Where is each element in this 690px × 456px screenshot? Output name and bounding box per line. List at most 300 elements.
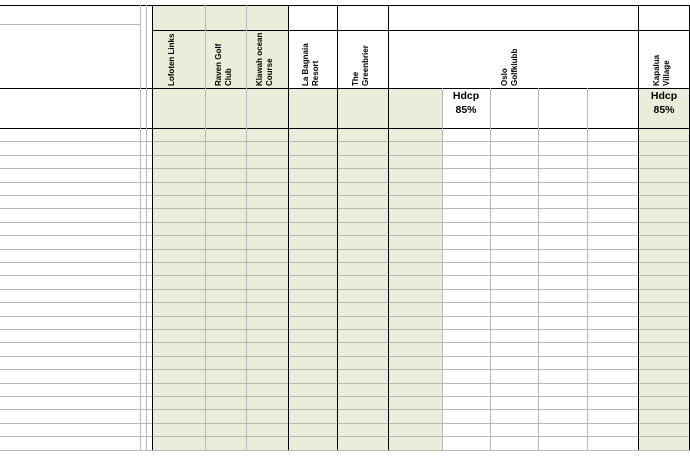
score-cell: [246, 436, 288, 449]
player-name: [0, 182, 140, 195]
hdcp-cell: [442, 275, 490, 288]
score-cell: [246, 155, 288, 168]
pts-cell: [587, 356, 638, 369]
net-cell: [490, 262, 538, 275]
column-line: [442, 88, 443, 450]
next-hdcp-cell: [638, 195, 690, 208]
net-cell: [490, 141, 538, 154]
net-cell: [490, 128, 538, 141]
score-cell: [205, 369, 246, 382]
score-cell: [288, 249, 337, 262]
score-cell: [337, 208, 388, 221]
hdcp-label: Hdcp: [650, 90, 678, 102]
rank-cell: [538, 155, 587, 168]
next-hdcp-cell: [638, 409, 690, 422]
score-cell: [288, 182, 337, 195]
pts-cell: [587, 316, 638, 329]
score-cell: [205, 356, 246, 369]
score-cell: [288, 409, 337, 422]
rank-cell: [538, 302, 587, 315]
score-cell: [246, 396, 288, 409]
hdcp-label: Hdcp: [452, 90, 480, 102]
column-line: [246, 5, 247, 450]
rank-cell: [538, 168, 587, 181]
next-hdcp-cell: [638, 329, 690, 342]
pts-cell: [587, 249, 638, 262]
net-cell: [490, 316, 538, 329]
column-line: [288, 5, 289, 450]
event-course-name: The Greenbrier: [350, 45, 370, 86]
score-cell: [337, 342, 388, 355]
next-hdcp-cell: [638, 128, 690, 141]
hdcp-cell: [442, 436, 490, 449]
score-cell: [205, 249, 246, 262]
hdcp-cell: [442, 262, 490, 275]
score-cell: [205, 262, 246, 275]
hdcp-cell: [442, 369, 490, 382]
event-date: [152, 12, 205, 30]
next-hdcp-cell: [638, 275, 690, 288]
net-cell: [490, 222, 538, 235]
rank-cell: [538, 141, 587, 154]
score-cell: [152, 302, 205, 315]
net-cell: [490, 289, 538, 302]
event-date: [337, 12, 388, 30]
score-cell: [337, 128, 388, 141]
net-cell: [490, 369, 538, 382]
net-cell: [490, 396, 538, 409]
score-cell: [337, 436, 388, 449]
column-line: [205, 5, 206, 450]
hdcp-cell: [442, 342, 490, 355]
score-cell: [388, 128, 442, 141]
net-cell: [490, 195, 538, 208]
score-cell: [246, 208, 288, 221]
player-name: [0, 342, 140, 355]
score-cell: [337, 356, 388, 369]
score-cell: [205, 289, 246, 302]
score-cell: [388, 409, 442, 422]
player-name: [0, 436, 140, 449]
score-cell: [388, 208, 442, 221]
net-cell: [490, 436, 538, 449]
column-line: [152, 5, 153, 450]
event-course-name: Kapalua Village: [652, 54, 671, 86]
net-cell: [490, 342, 538, 355]
score-cell: [205, 342, 246, 355]
score-cell: [246, 329, 288, 342]
score-cell: [337, 168, 388, 181]
score-cell: [205, 155, 246, 168]
score-cell: [152, 289, 205, 302]
player-name: [0, 329, 140, 342]
pts-cell: [587, 262, 638, 275]
net-cell: [490, 423, 538, 436]
pts-cell: [587, 302, 638, 315]
rank-cell: [538, 423, 587, 436]
next-hdcp-cell: [638, 396, 690, 409]
player-name: [0, 275, 140, 288]
score-cell: [388, 423, 442, 436]
next-hdcp-cell: [638, 155, 690, 168]
score-cell: [337, 396, 388, 409]
score-cell: [152, 396, 205, 409]
score-cell: [288, 155, 337, 168]
player-name: [0, 235, 140, 248]
score-cell: [388, 275, 442, 288]
hdcp-cell: [442, 235, 490, 248]
next-hdcp-cell: [638, 316, 690, 329]
pts-cell: [587, 369, 638, 382]
score-cell: [288, 222, 337, 235]
score-cell: [246, 342, 288, 355]
rank-cell: [538, 195, 587, 208]
rank-cell: [538, 356, 587, 369]
player-name: [0, 128, 140, 141]
pts-cell: [587, 208, 638, 221]
score-cell: [337, 141, 388, 154]
score-cell: [246, 222, 288, 235]
next-hdcp-cell: [638, 383, 690, 396]
hdcp-cell: [442, 208, 490, 221]
score-cell: [337, 262, 388, 275]
pts-cell: [587, 141, 638, 154]
score-cell: [152, 155, 205, 168]
brute-header: [152, 89, 205, 103]
score-cell: [246, 383, 288, 396]
score-cell: [288, 423, 337, 436]
score-cell: [388, 222, 442, 235]
net-cell: [490, 208, 538, 221]
column-line: [638, 5, 639, 450]
score-cell: [246, 289, 288, 302]
pts-cell: [587, 436, 638, 449]
score-cell: [337, 409, 388, 422]
player-name: [0, 316, 140, 329]
rank-header: [538, 89, 587, 103]
score-cell: [337, 423, 388, 436]
score-cell: [205, 222, 246, 235]
score-cell: [388, 342, 442, 355]
score-cell: [388, 436, 442, 449]
hdcp-header: [442, 89, 490, 120]
net-cell: [490, 409, 538, 422]
score-cell: [205, 182, 246, 195]
next-hdcp-cell: [638, 423, 690, 436]
score-cell: [246, 235, 288, 248]
score-cell: [152, 383, 205, 396]
net-cell: [490, 356, 538, 369]
score-cell: [388, 329, 442, 342]
score-cell: [288, 141, 337, 154]
next-hdcp-cell: [638, 141, 690, 154]
hdcp-cell: [442, 289, 490, 302]
event-course-name: Lofoten Links: [166, 33, 176, 86]
hdcp-cell: [442, 128, 490, 141]
score-cell: [152, 275, 205, 288]
hdcp-cell: [442, 302, 490, 315]
rank-cell: [538, 396, 587, 409]
pts-cell: [587, 423, 638, 436]
player-name: [0, 302, 140, 315]
score-cell: [152, 222, 205, 235]
player-name: [0, 249, 140, 262]
score-cell: [388, 249, 442, 262]
next-hdcp-header: [638, 89, 690, 120]
score-cell: [288, 262, 337, 275]
score-cell: [288, 275, 337, 288]
score-cell: [288, 369, 337, 382]
pts-cell: [587, 383, 638, 396]
player-name: [0, 141, 140, 154]
net-cell: [490, 302, 538, 315]
pts-cell: [587, 289, 638, 302]
column-line: [490, 88, 491, 450]
player-name: [0, 423, 140, 436]
score-cell: [246, 316, 288, 329]
score-cell: [205, 128, 246, 141]
hdcp-cell: [442, 249, 490, 262]
score-cell: [152, 369, 205, 382]
score-cell: [288, 128, 337, 141]
next-hdcp-cell: [638, 222, 690, 235]
next-hdcp-cell: [638, 249, 690, 262]
event-date: [246, 12, 288, 30]
score-cell: [152, 409, 205, 422]
date-divider: [288, 30, 388, 31]
player-name: [0, 262, 140, 275]
score-cell: [152, 235, 205, 248]
player-name: [0, 356, 140, 369]
brute-header: [205, 89, 246, 103]
score-cell: [246, 409, 288, 422]
score-cell: [337, 222, 388, 235]
score-cell: [246, 356, 288, 369]
score-cell: [337, 316, 388, 329]
hdcp-percent: 85%: [455, 104, 477, 116]
net-cell: [490, 329, 538, 342]
next-hdcp-cell: [638, 356, 690, 369]
score-cell: [152, 356, 205, 369]
hdcp-cell: [442, 195, 490, 208]
score-cell: [288, 316, 337, 329]
net-cell: [490, 155, 538, 168]
event-date: [205, 12, 246, 30]
score-cell: [388, 383, 442, 396]
pts-cell: [587, 342, 638, 355]
pts-cell: [587, 155, 638, 168]
net-cell: [490, 235, 538, 248]
pts-cell: [587, 222, 638, 235]
hdcp-cell: [442, 155, 490, 168]
hdcp-cell: [442, 356, 490, 369]
league-title: [2, 12, 140, 24]
score-cell: [246, 369, 288, 382]
event-course-name: Raven Golf Club: [213, 43, 233, 86]
score-cell: [337, 195, 388, 208]
date-divider: [638, 30, 690, 31]
score-cell: [288, 208, 337, 221]
hdcp-cell: [442, 182, 490, 195]
hdcp-cell: [442, 423, 490, 436]
column-line: [587, 88, 588, 450]
score-cell: [337, 235, 388, 248]
rank-cell: [538, 342, 587, 355]
score-cell: [246, 128, 288, 141]
score-cell: [288, 235, 337, 248]
next-hdcp-cell: [638, 369, 690, 382]
score-cell: [152, 262, 205, 275]
score-cell: [337, 329, 388, 342]
score-cell: [152, 128, 205, 141]
score-cell: [288, 356, 337, 369]
score-cell: [205, 329, 246, 342]
pts-cell: [587, 168, 638, 181]
score-cell: [152, 195, 205, 208]
score-cell: [388, 141, 442, 154]
brute-header: [337, 89, 388, 103]
hdcp-cell: [442, 409, 490, 422]
score-cell: [246, 168, 288, 181]
hdcp-cell: [442, 316, 490, 329]
next-hdcp-cell: [638, 436, 690, 449]
brute-header: [388, 89, 442, 103]
top-line: [0, 5, 690, 6]
subheader-line: [140, 88, 690, 89]
pts-cell: [587, 275, 638, 288]
score-cell: [205, 302, 246, 315]
net-cell: [490, 182, 538, 195]
next-hdcp-cell: [638, 289, 690, 302]
score-cell: [205, 423, 246, 436]
score-cell: [205, 383, 246, 396]
score-cell: [205, 396, 246, 409]
player-name: [0, 222, 140, 235]
rank-cell: [538, 128, 587, 141]
hdcp-cell: [442, 141, 490, 154]
event-course-name: Klawah ocean Course: [255, 32, 274, 86]
class-title: [4, 64, 140, 84]
column-line: [140, 5, 141, 450]
score-cell: [152, 342, 205, 355]
rank-cell: [538, 409, 587, 422]
score-cell: [388, 356, 442, 369]
score-cell: [152, 168, 205, 181]
score-cell: [288, 383, 337, 396]
rank-cell: [538, 329, 587, 342]
score-cell: [388, 369, 442, 382]
title-divider: [0, 24, 140, 25]
brute-header: [288, 89, 337, 103]
score-cell: [388, 235, 442, 248]
next-hdcp-cell: [638, 302, 690, 315]
score-cell: [152, 141, 205, 154]
brute-header: [246, 89, 288, 103]
score-cell: [246, 195, 288, 208]
player-name: [0, 396, 140, 409]
rank-cell: [538, 222, 587, 235]
subheader-line: [0, 88, 140, 89]
player-name: [0, 155, 140, 168]
player-name: [0, 289, 140, 302]
net-cell: [490, 168, 538, 181]
score-cell: [152, 182, 205, 195]
score-cell: [152, 423, 205, 436]
next-hdcp-cell: [638, 208, 690, 221]
next-hdcp-cell: [638, 235, 690, 248]
next-hdcp-cell: [638, 342, 690, 355]
rank-cell: [538, 182, 587, 195]
score-cell: [337, 383, 388, 396]
date-divider: [152, 30, 288, 31]
rank-cell: [538, 369, 587, 382]
score-cell: [388, 316, 442, 329]
score-cell: [205, 141, 246, 154]
hdcp-cell: [442, 222, 490, 235]
score-cell: [337, 369, 388, 382]
score-cell: [388, 182, 442, 195]
pts-cell: [587, 195, 638, 208]
rank-cell: [538, 262, 587, 275]
row-line: [0, 450, 690, 451]
score-cell: [246, 249, 288, 262]
score-cell: [205, 436, 246, 449]
score-cell: [288, 396, 337, 409]
rank-cell: [538, 383, 587, 396]
score-cell: [205, 235, 246, 248]
pts-cell: [587, 128, 638, 141]
score-cell: [205, 275, 246, 288]
score-cell: [152, 249, 205, 262]
net-header: [490, 89, 538, 103]
score-cell: [152, 208, 205, 221]
pts-cell: [587, 396, 638, 409]
rank-cell: [538, 289, 587, 302]
score-cell: [288, 168, 337, 181]
score-cell: [288, 436, 337, 449]
event-date: [638, 12, 690, 30]
score-cell: [388, 195, 442, 208]
score-cell: [246, 262, 288, 275]
event-date: [388, 12, 638, 30]
score-cell: [152, 436, 205, 449]
player-name: [0, 195, 140, 208]
pts-cell: [587, 409, 638, 422]
event-course-name: La Bagnaia Resort: [300, 43, 320, 86]
hdcp-cell: [442, 396, 490, 409]
player-name: [0, 208, 140, 221]
rank-cell: [538, 235, 587, 248]
score-cell: [246, 275, 288, 288]
player-name: [0, 369, 140, 382]
score-cell: [288, 329, 337, 342]
score-cell: [337, 249, 388, 262]
score-cell: [388, 262, 442, 275]
score-cell: [388, 289, 442, 302]
hdcp-cell: [442, 168, 490, 181]
event-date: [288, 12, 337, 30]
score-cell: [288, 342, 337, 355]
score-cell: [337, 302, 388, 315]
pts-cell: [587, 235, 638, 248]
net-cell: [490, 249, 538, 262]
next-hdcp-cell: [638, 262, 690, 275]
rank-cell: [538, 436, 587, 449]
score-cell: [246, 302, 288, 315]
hdcp-percent: 85%: [653, 104, 675, 116]
player-name: [0, 383, 140, 396]
pts-header: [587, 89, 638, 103]
